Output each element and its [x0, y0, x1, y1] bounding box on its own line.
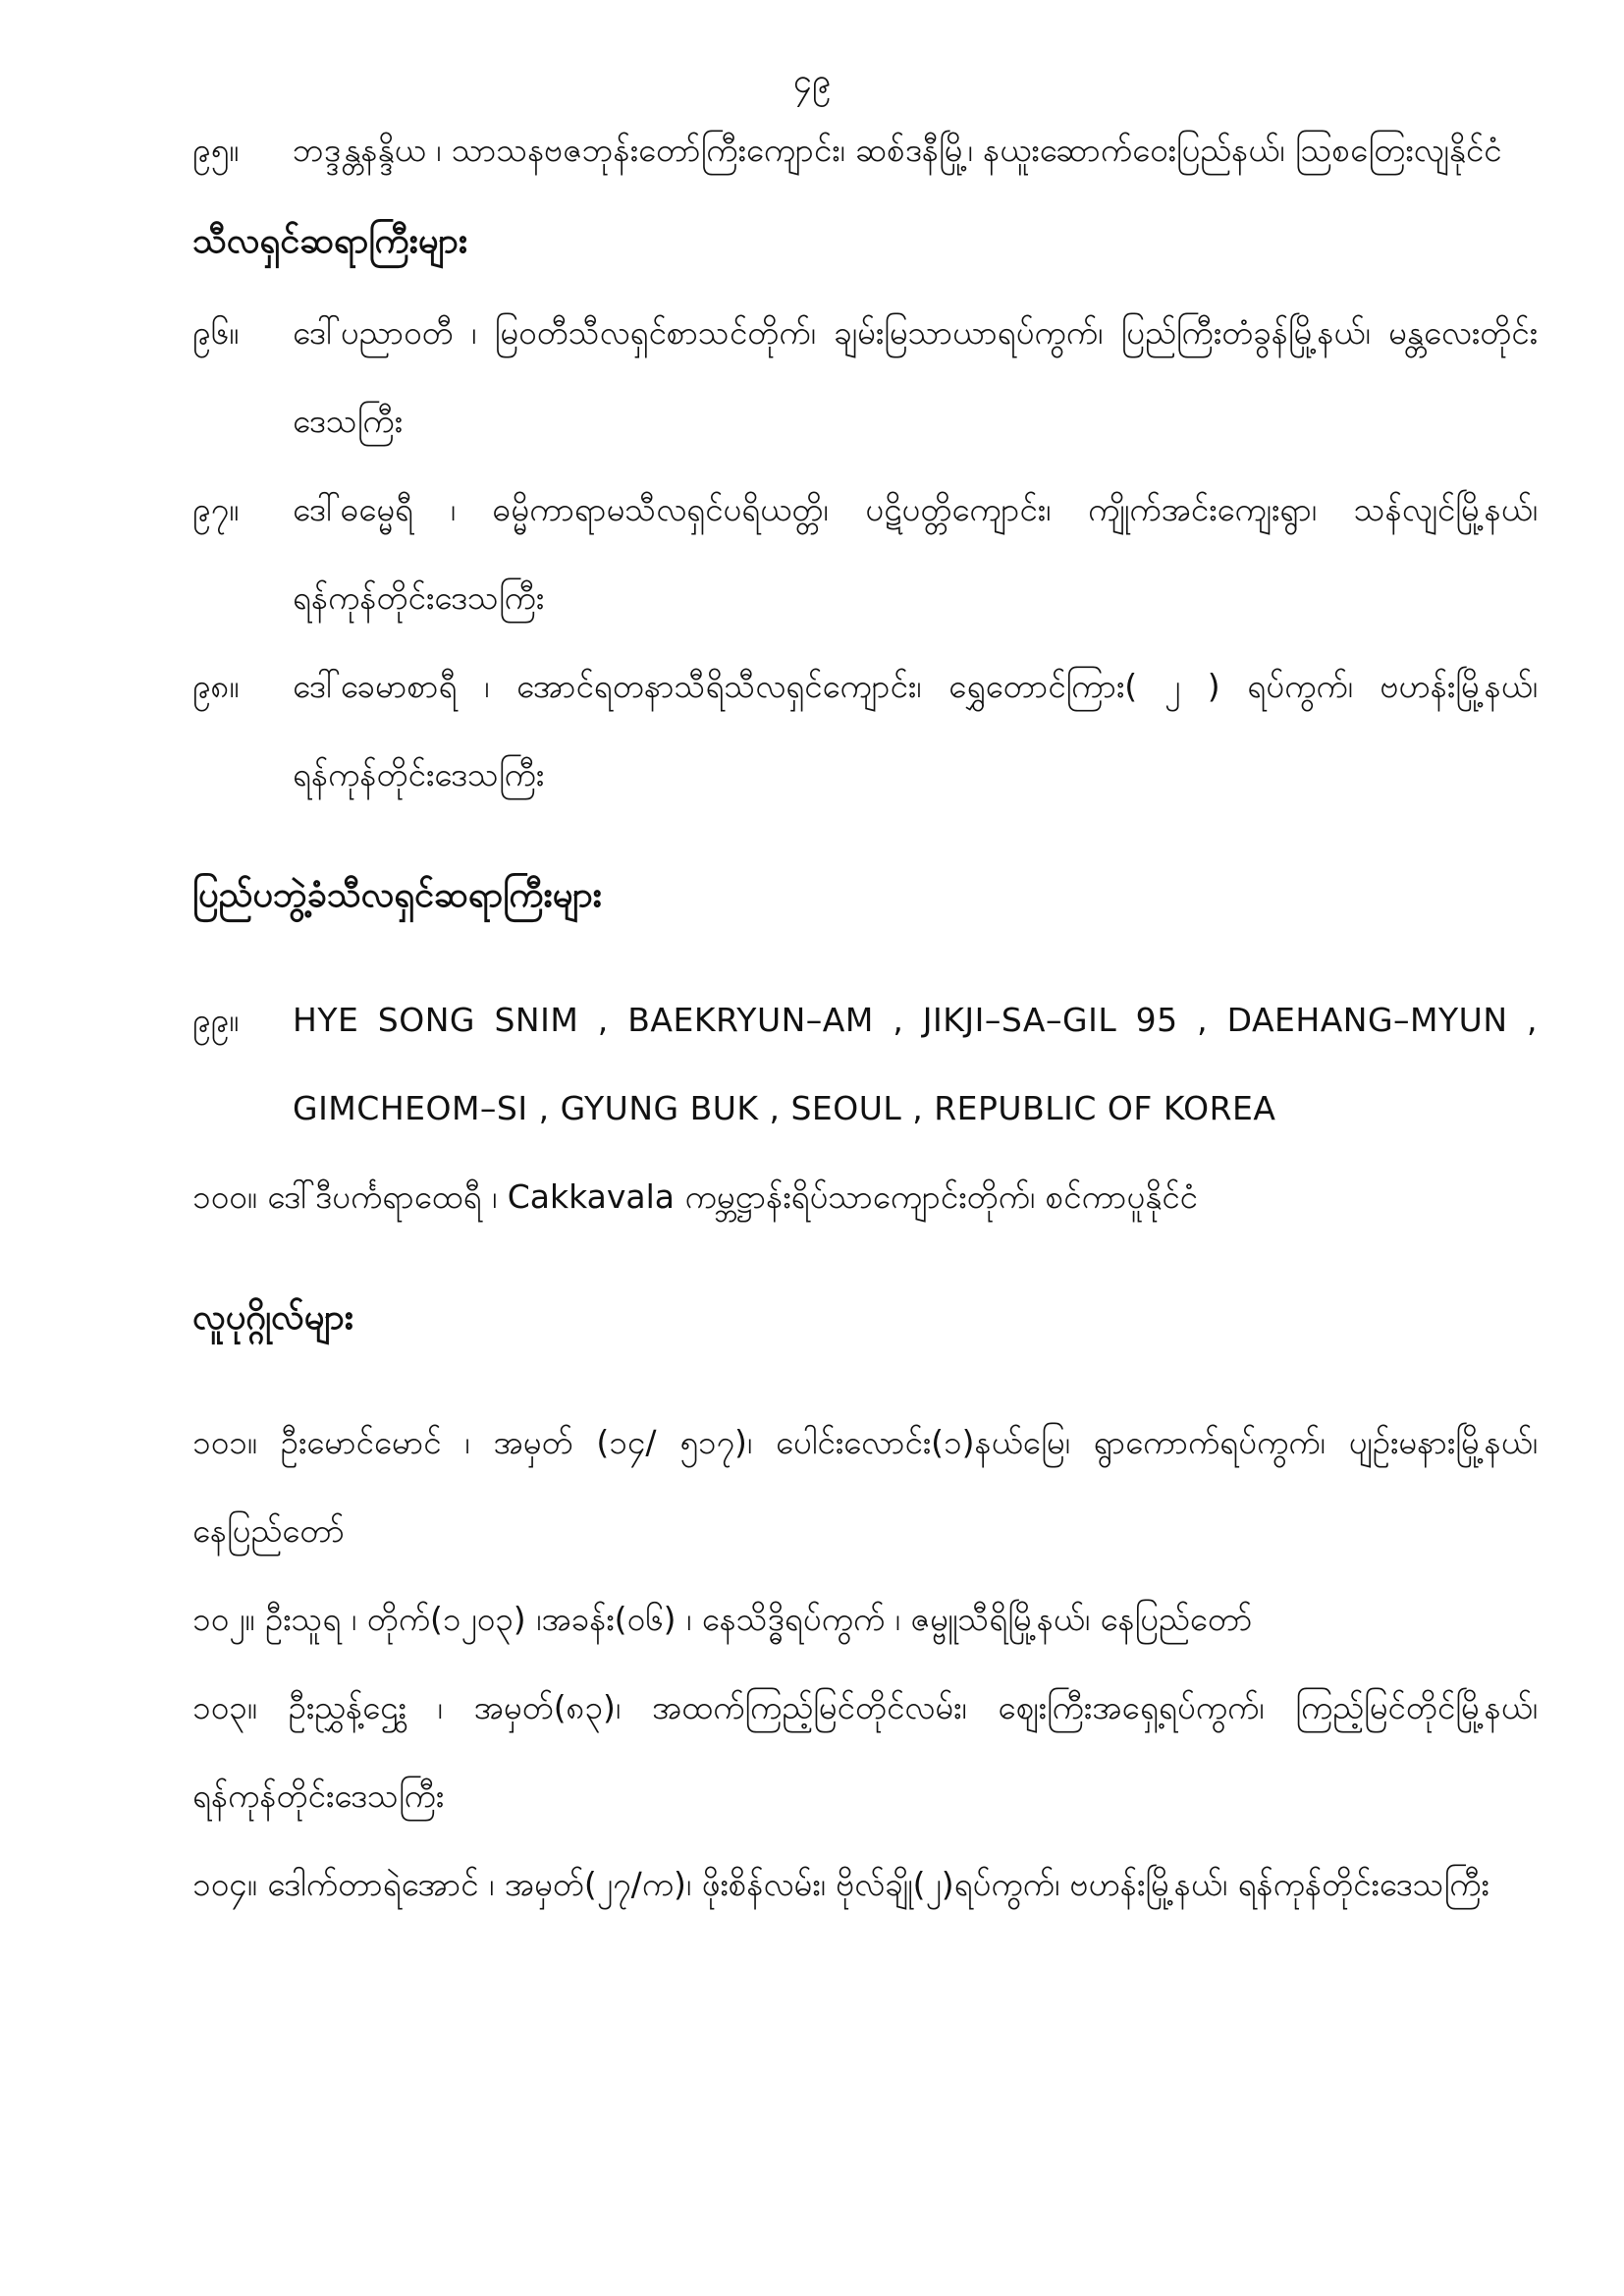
list-item: [192, 465, 1538, 642]
list-item: [192, 106, 1538, 194]
list-item: [192, 1153, 1538, 1241]
item-number: ၁၀၀။: [192, 1177, 257, 1216]
item-number: ၉၈။: [192, 667, 240, 705]
document-body: [192, 106, 1538, 1929]
item-text: ဦးညွှန့်ဌွေး ၊ အမှတ်(၈၃)၊ အထက်ကြည့်မြင်တိုင်လမ်း၊ ဈေးကြီးအရှေ့ရပ်ကွက်၊ ကြည့်မြင်တိုင်မြို့နယ်၊ ရန်ကုန်တိုင်းဒေသကြီး: [192, 1688, 1538, 1815]
item-text: ဒေါက်တာရဲအောင် ၊ အမှတ်(၂၇/က)၊ ဖိုးစိန်လမ်း၊ ဗိုလ်ချို(၂)ရပ်ကွက်၊ ဗဟန်းမြို့နယ်၊ ရန်ကုန်တိုင်းဒေသကြီး: [267, 1865, 1489, 1903]
item-text: ဒေါ်ဓမ္မေရီ ၊ ဓမ္မိကာရာမသီလရှင်ပရိယတ္တိ၊ ပဋိပတ္တိကျောင်း၊ ကျိုက်အင်းကျေးရွာ၊ သန်လျင်မြို့နယ်၊ ရန်ကုန်တိုင်းဒေသကြီး: [293, 490, 1538, 617]
list-item: [192, 642, 1538, 819]
list-item: [192, 1398, 1538, 1575]
item-number: ၉၇။: [192, 490, 240, 528]
list-item: [192, 1664, 1538, 1840]
item-text: ဘဒ္ဒန္တနန္ဒိယ ၊ သာသနဗဇဘုန်းတော်ကြီးကျောင်း၊ ဆစ်ဒနီမြို့၊ နယူးဆောက်ဝေးပြည်နယ်၊ ဩစတြေးလျနိုင်ငံ: [293, 131, 1502, 169]
list-item: [192, 976, 1538, 1153]
item-text: ဒေါ်ဒီပင်္ကရာထေရီ ၊ Cakkavala ကမ္ဘဋ္ဌာန်းရိပ်သာကျောင်းတိုက်၊ စင်ကာပူနိုင်ငံ: [267, 1177, 1198, 1216]
item-number: ၉၉။: [192, 1001, 240, 1039]
item-number: ၁၀၃။: [192, 1688, 257, 1726]
list-item: [192, 1575, 1538, 1664]
item-text: ဦးမောင်မောင် ၊ အမှတ် (၁၄/ ၅၁၇)၊ ပေါင်းလောင်း(၁)နယ်မြေ၊ ရွာကောက်ရပ်ကွက်၊ ပျဉ်းမနားမြို့နယ်၊ နေပြည်တော်: [192, 1423, 1538, 1550]
section-heading: ပြည်ပဘွဲ့ခံသီလရှင်ဆရာကြီးများ: [192, 875, 602, 915]
item-number: ၉၆။: [192, 313, 240, 352]
item-number: ၁၀၄။: [192, 1865, 257, 1903]
list-item: [192, 289, 1538, 465]
item-number: ၁၀၂။: [192, 1600, 255, 1638]
section-heading: လူပုဂ္ဂိုလ်များ: [192, 1297, 353, 1338]
item-text: HYE SONG SNIM , BAEKRYUN–AM , JIKJI–SA–GIL 95 , DAEHANG–MYUN , GIMCHEOM–SI , GYUNG BUK , SEOUL , REPUBLIC OF KOREA: [293, 1001, 1538, 1127]
item-text: ဦးသူရ ၊ တိုက်(၁၂၀၃) ၊အခန်း(၀၆) ၊ နေသိဒ္ဓိရပ်ကွက် ၊ ဇမ္ဗူသီရိမြို့နယ်၊ နေပြည်တော်: [264, 1600, 1253, 1638]
section-heading: သီလရှင်ဆရာကြီးများ: [192, 221, 468, 261]
item-number: ၉၅။: [192, 131, 240, 169]
list-item: [192, 1840, 1538, 1929]
page-number: ၄၉: [792, 62, 832, 101]
item-text: ဒေါ်ခေမာစာရီ ၊ အောင်ရတနာသီရိသီလရှင်ကျောင်း၊ ရွှေတောင်ကြား( ၂ ) ရပ်ကွက်၊ ဗဟန်းမြို့နယ်၊ ရန်ကုန်တိုင်းဒေသကြီး: [293, 667, 1538, 793]
item-text: ဒေါ်ပညာဝတီ ၊ မြဝတီသီလရှင်စာသင်တိုက်၊ ချမ်းမြသာယာရပ်ကွက်၊ ပြည်ကြီးတံခွန်မြို့နယ်၊ မန္တလေးတိုင်းဒေသကြီး: [293, 313, 1538, 440]
item-number: ၁၀၁။: [192, 1423, 257, 1461]
